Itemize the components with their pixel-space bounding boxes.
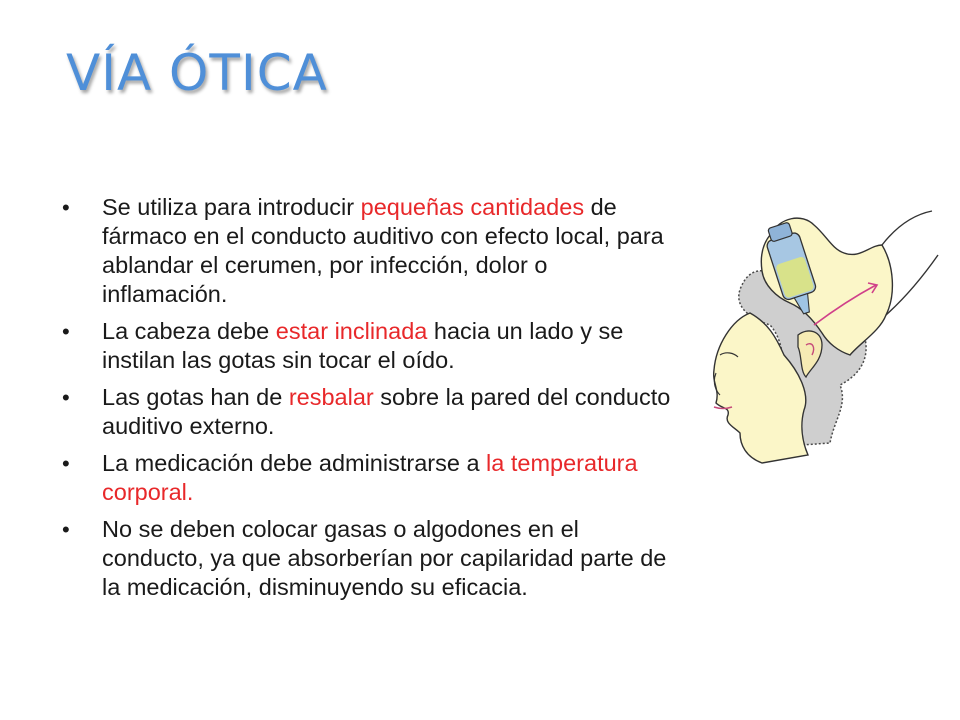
- bullet-item: [62, 449, 674, 507]
- bullet-text: hacia un lado y se instilan las gotas sin tocar el oído.: [102, 318, 624, 373]
- bullet-text: Las gotas han de: [102, 384, 289, 410]
- slide-title: VÍA ÓTICA: [66, 44, 328, 102]
- bullet-text: de fármaco en el conducto auditivo con efecto local, para ablandar el cerumen, por infección, dolor o inflamación.: [102, 194, 664, 307]
- bullet-item: [62, 383, 674, 441]
- bullet-item: [62, 317, 674, 375]
- bullet-highlight: resbalar: [288, 384, 374, 410]
- bullet-item: [62, 515, 674, 602]
- bullet-marker: •: [62, 517, 70, 542]
- bullet-text: Se utiliza para introducir: [102, 194, 361, 220]
- bullet-text: No se deben colocar gasas o algodones en el conducto, ya que absorberían por capilaridad parte de la medicación, disminuyendo su eficacia.: [102, 516, 667, 600]
- bullet-marker: •: [62, 195, 70, 220]
- bullet-list: [62, 193, 674, 610]
- bullet-text: La medicación debe administrarse a: [102, 450, 487, 476]
- bullet-marker: •: [62, 319, 70, 344]
- ear-drops-illustration-icon: [710, 205, 942, 470]
- bullet-text: La cabeza debe: [102, 318, 276, 344]
- bullet-highlight: la temperatura corporal.: [102, 450, 638, 505]
- bullet-item: [62, 193, 674, 309]
- bullet-highlight: estar inclinada: [275, 318, 428, 344]
- bullet-highlight: pequeñas cantidades: [360, 194, 585, 220]
- bullet-text: sobre la pared del conducto auditivo externo.: [102, 384, 671, 439]
- bullet-marker: •: [62, 451, 70, 476]
- bullet-marker: •: [62, 385, 70, 410]
